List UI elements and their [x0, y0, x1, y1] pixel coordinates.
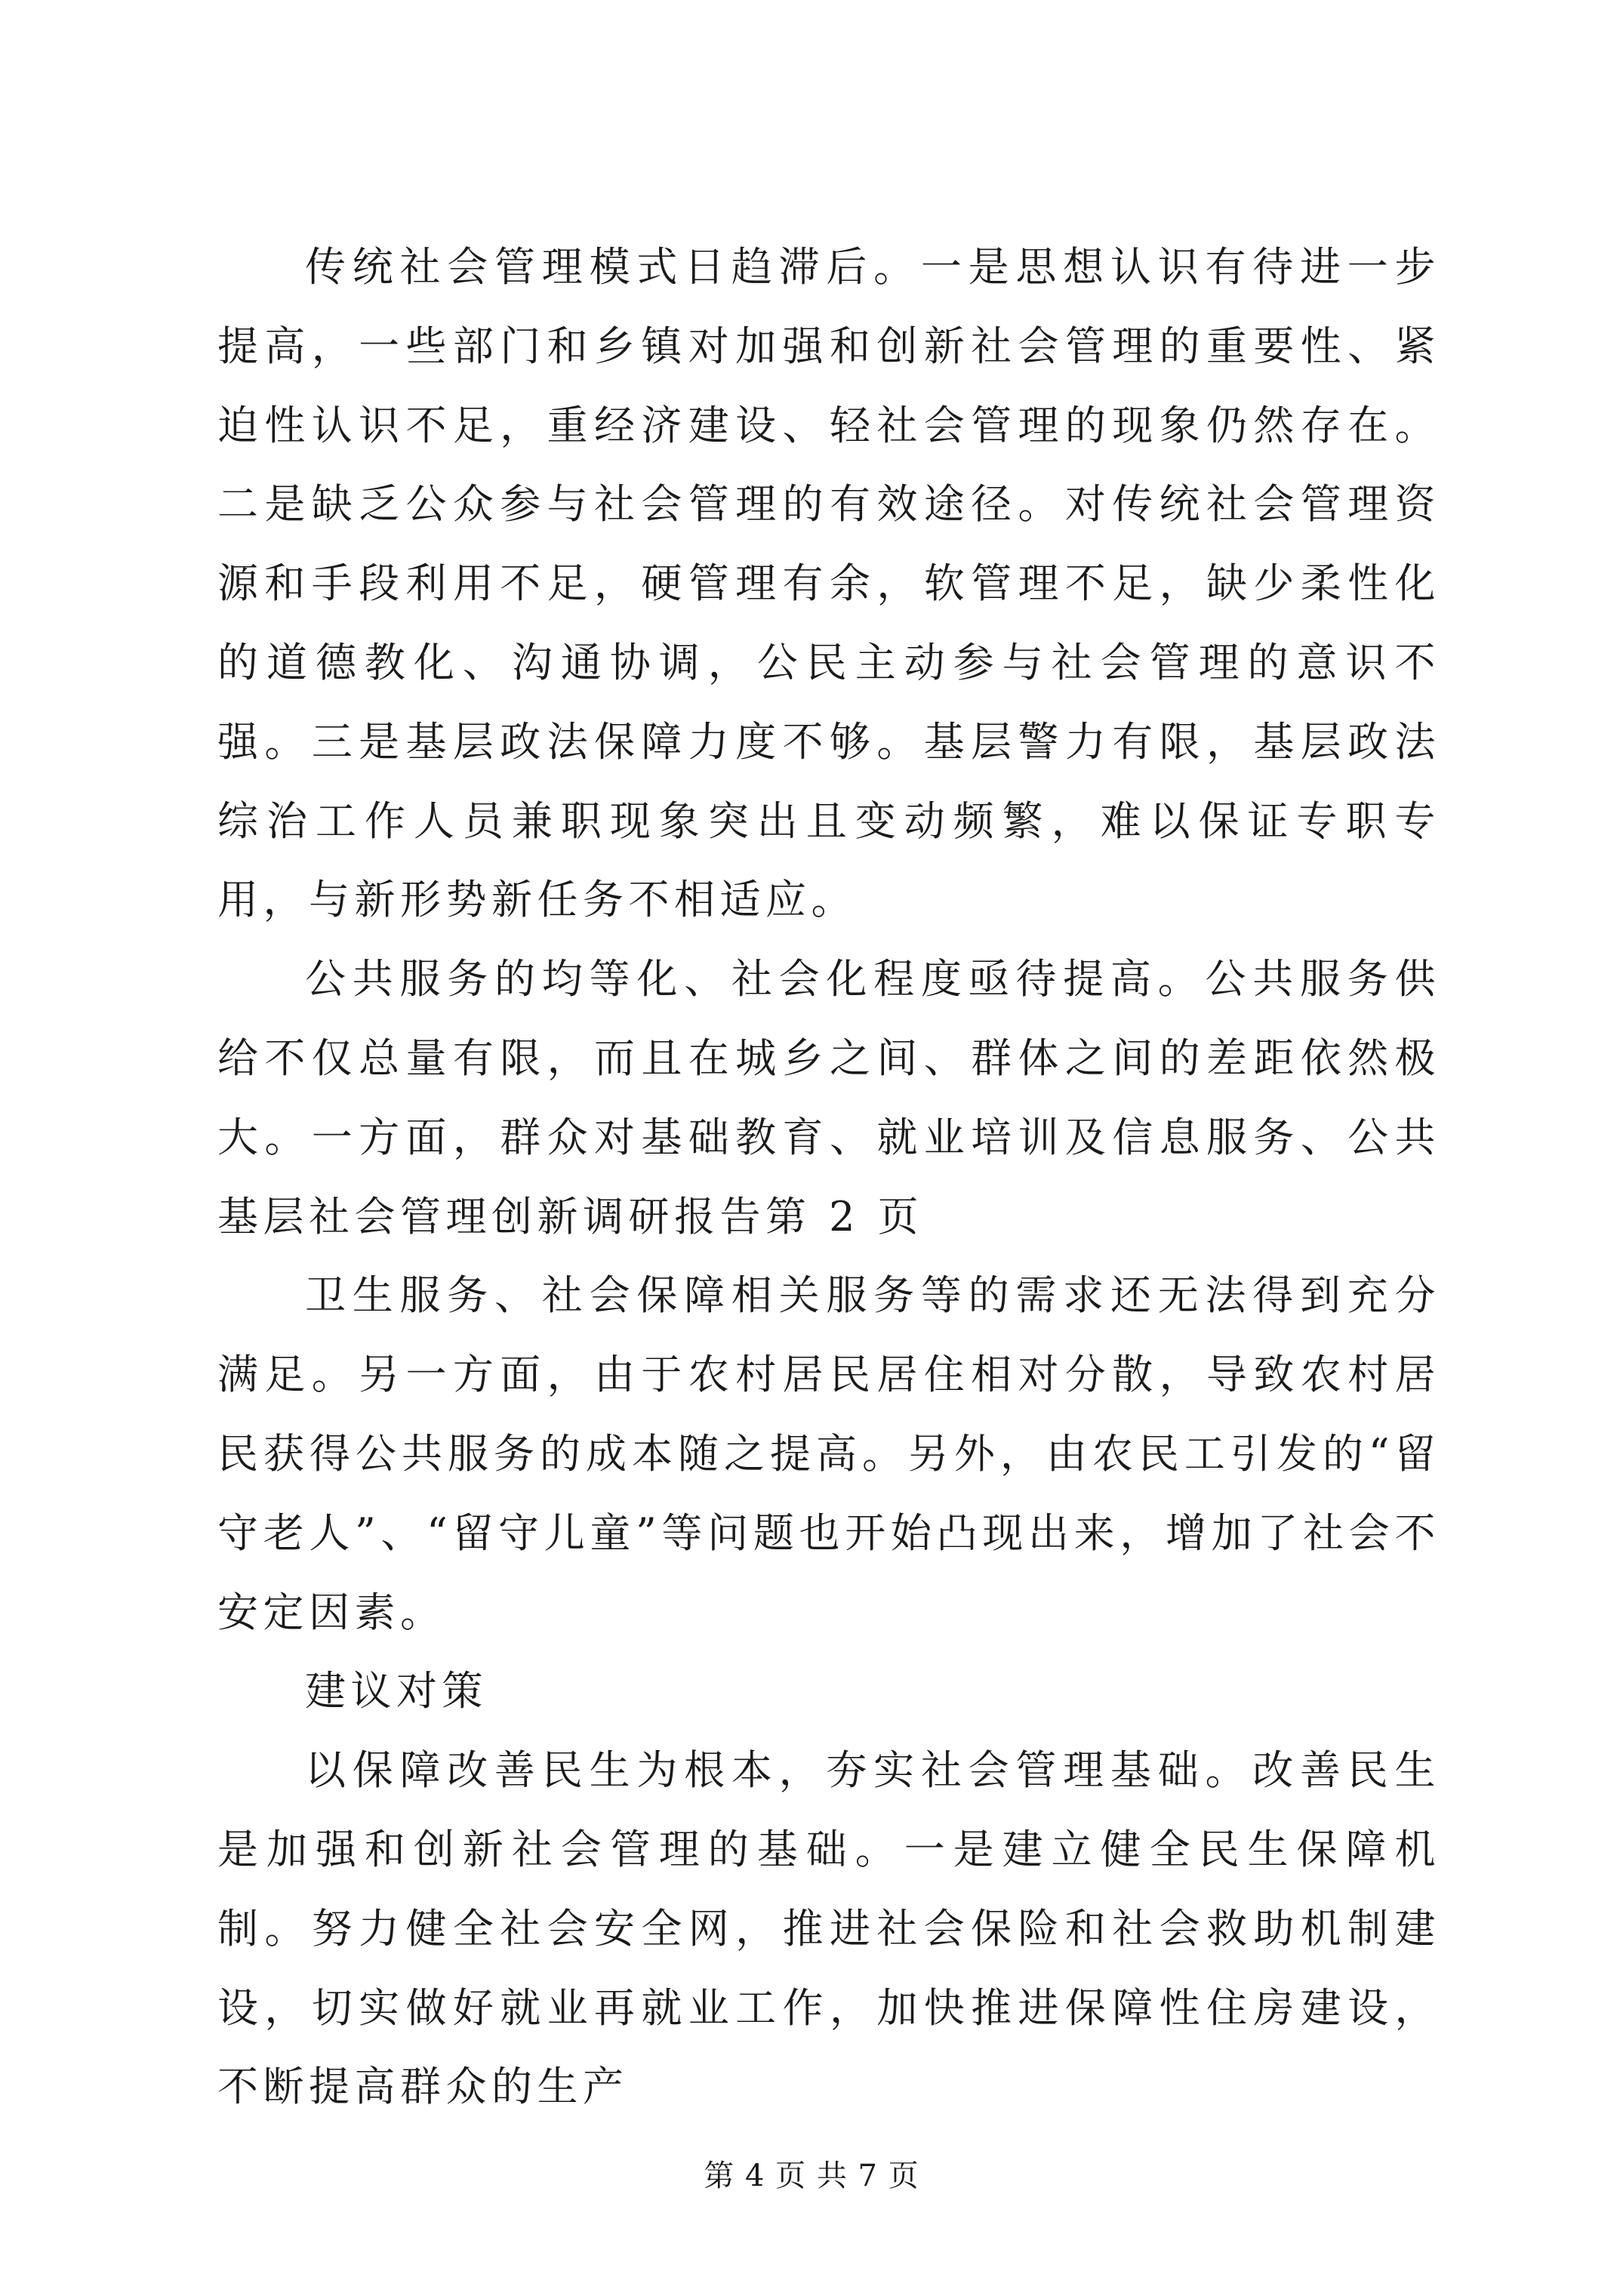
paragraph-4: 以保障改善民生为根本，夯实社会管理基础。改善民生是加强和创新社会管理的基础。一是建立健全民生保障机制。努力健全社会安全网，推进社会保险和社会救助机制建设，切实做好就业再就业工作，加快推进保障性住房建设，不断提高群众的生产 — [217, 1746, 1440, 2111]
page-number: 第 4 页 共 7 页 — [704, 2159, 919, 2193]
page-footer — [0, 2152, 1623, 2195]
paragraph-2: 公共服务的均等化、社会化程度亟待提高。公共服务供给不仅总量有限，而且在城乡之间、群体之间的差距依然极大。一方面，群众对基础教育、就业培训及信息服务、公共基层社会管理创新调研报告第 2 页 — [217, 955, 1440, 1240]
section-heading: 建议对策 — [305, 1667, 488, 1715]
document-body — [217, 228, 1440, 2127]
paragraph-3: 卫生服务、社会保障相关服务等的需求还无法得到充分满足。另一方面，由于农村居民居住相对分散，导致农村居民获得公共服务的成本随之提高。另外，由农民工引发的“留守老人”、“留守儿童”等问题也开始凸现出来，增加了社会不安定因素。 — [217, 1271, 1440, 1636]
paragraph-1: 传统社会管理模式日趋滞后。一是思想认识有待进一步提高，一些部门和乡镇对加强和创新社会管理的重要性、紧迫性认识不足，重经济建设、轻社会管理的现象仍然存在。二是缺乏公众参与社会管理的有效途径。对传统社会管理资源和手段利用不足，硬管理有余，软管理不足，缺少柔性化的道德教化、沟通协调，公民主动参与社会管理的意识不强。三是基层政法保障力度不够。基层警力有限，基层政法综治工作人员兼职现象突出且变动频繁，难以保证专职专用，与新形势新任务不相适应。 — [217, 243, 1440, 924]
